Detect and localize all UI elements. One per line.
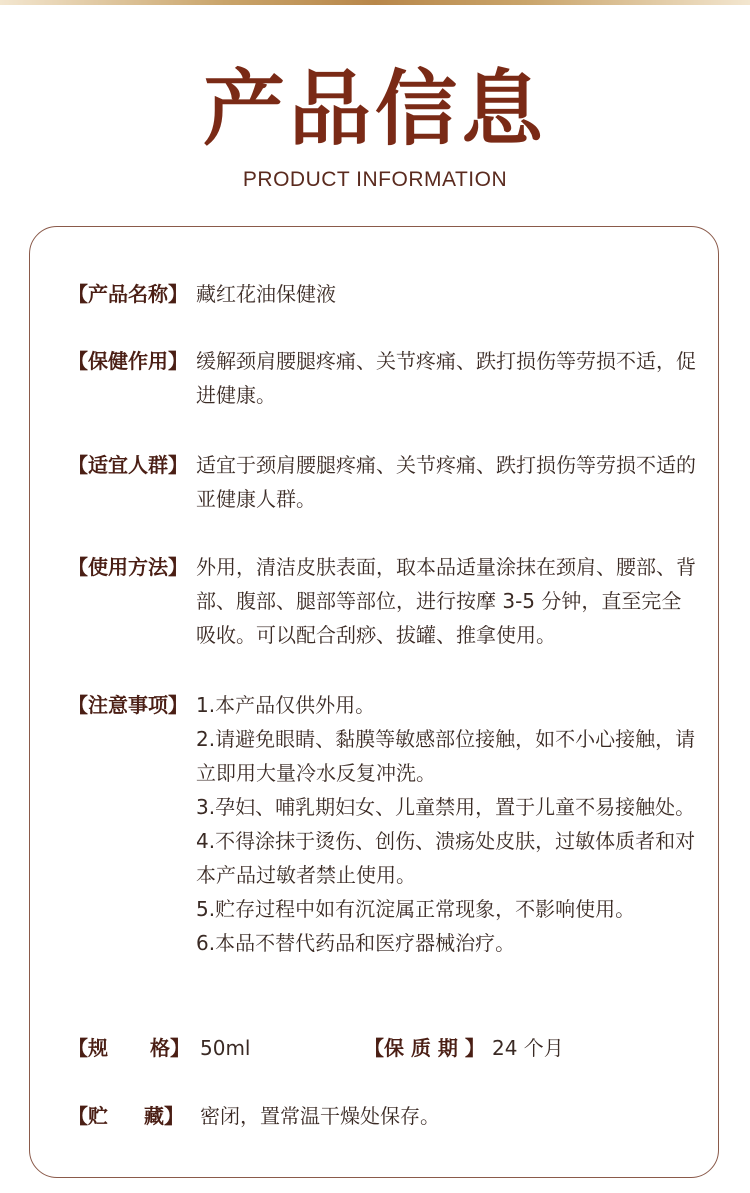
shelf-life-label: 【保 质 期 】 [364, 1036, 485, 1060]
spec-value: 50ml [200, 1036, 251, 1060]
field-label: 【保健作用】 [68, 349, 188, 373]
field-value: 适宜于颈肩腰腿疼痛、关节疼痛、跌打损伤等劳损不适的亚健康人群。 [196, 453, 696, 511]
page-subtitle: PRODUCT INFORMATION [242, 168, 508, 191]
precautions-list [196, 688, 698, 960]
top-decoration-strip [0, 0, 750, 5]
spec-label-open: 【规 [68, 1036, 108, 1060]
field-label: 【注意事项】 [68, 693, 188, 717]
field-value: 藏红花油保健液 [196, 282, 336, 306]
precaution-item: 4.不得涂抹于烫伤、创伤、溃疡处皮肤，过敏体质者和对本产品过敏者禁止使用。 [196, 829, 696, 887]
field-label: 【使用方法】 [68, 555, 188, 579]
precaution-item: 1.本产品仅供外用。 [196, 693, 376, 717]
storage-label-open: 【贮 [68, 1104, 108, 1128]
spec-label-close: 格】 [150, 1036, 190, 1060]
field-label: 【产品名称】 [68, 282, 188, 306]
field-label: 【适宜人群】 [68, 453, 188, 477]
shelf-life-value: 24 个月 [492, 1036, 564, 1060]
storage-label-close: 藏】 [144, 1104, 184, 1128]
page-title: 产品信息 [202, 62, 547, 157]
precaution-item: 5.贮存过程中如有沉淀属正常现象，不影响使用。 [196, 897, 636, 921]
precaution-item: 6.本品不替代药品和医疗器械治疗。 [196, 931, 516, 955]
precaution-item: 3.孕妇、哺乳期妇女、儿童禁用，置于儿童不易接触处。 [196, 795, 696, 819]
field-value: 外用，清洁皮肤表面，取本品适量涂抹在颈肩、腰部、背部、腹部、腿部等部位，进行按摩 3-5 分钟，直至完全吸收。可以配合刮痧、拔罐、推拿使用。 [196, 555, 696, 647]
precaution-item: 2.请避免眼睛、黏膜等敏感部位接触，如不小心接触，请立即用大量冷水反复冲洗。 [196, 727, 696, 785]
field-value: 缓解颈肩腰腿疼痛、关节疼痛、跌打损伤等劳损不适，促进健康。 [196, 349, 696, 407]
storage-value: 密闭，置常温干燥处保存。 [200, 1104, 440, 1128]
